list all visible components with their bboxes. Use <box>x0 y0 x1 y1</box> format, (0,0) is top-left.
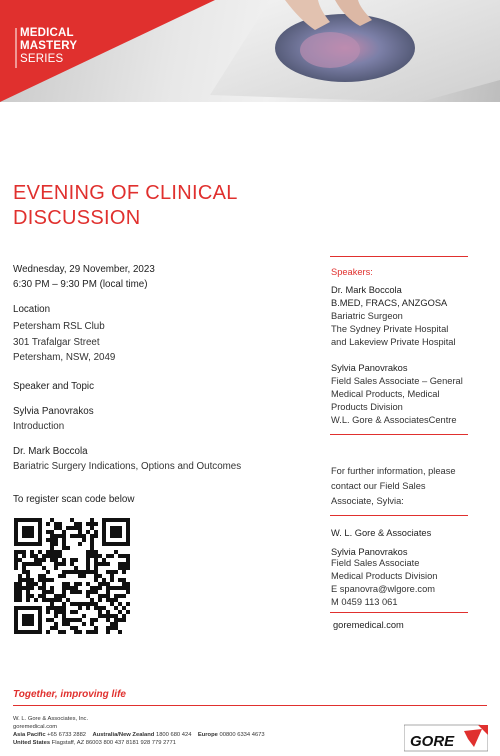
speaker1-hospital1: The Sydney Private Hospital <box>331 324 449 334</box>
contact-role2: Medical Products Division <box>331 571 438 581</box>
footer-slogan: Together, improving life <box>13 689 126 700</box>
speaker2-name: Sylvia Panovrakos <box>331 363 408 373</box>
location-line3: Petersham, NSW, 2049 <box>13 352 116 363</box>
event-time: 6:30 PM – 9:30 PM (local time) <box>13 279 148 290</box>
series-title-line3: SERIES <box>20 53 64 65</box>
us-phone: Flagstaff, AZ 86003 800 437 8181 928 779 2771 <box>51 740 176 746</box>
location-heading: Location <box>13 304 51 315</box>
website-divider <box>330 612 468 613</box>
speaker2-role2: Medical Products, Medical <box>331 389 440 399</box>
contact-role1: Field Sales Associate <box>331 558 420 568</box>
contact-info-line3: Associate, Sylvia: <box>331 496 404 506</box>
speakers-heading: Speakers: <box>331 267 373 277</box>
ap-phone: +65 6733 2882 <box>47 732 87 738</box>
footer-divider <box>13 705 487 706</box>
contact-mobile[interactable]: M 0459 113 061 <box>331 597 398 607</box>
contact-company: W. L. Gore & Associates <box>331 528 432 538</box>
footer-regional-phones <box>13 732 265 740</box>
speaker1-role: Bariatric Surgeon <box>331 311 403 321</box>
register-text: To register scan code below <box>13 494 135 505</box>
topic2-speaker: Dr. Mark Boccola <box>13 446 88 457</box>
series-title-line1: MEDICAL <box>20 27 74 39</box>
gore-logo-text: GORE <box>410 733 455 750</box>
topic1-title: Introduction <box>13 421 65 432</box>
footer-us-phones <box>13 740 176 748</box>
topic2-title: Bariatric Surgery Indications, Options and Outcomes <box>13 461 242 472</box>
event-title-line1: EVENING OF CLINICAL <box>13 182 238 204</box>
location-line2: 301 Trafalgar Street <box>13 337 100 348</box>
speaker2-role1: Field Sales Associate – General <box>331 376 463 386</box>
speaker2-company: W.L. Gore & AssociatesCentre <box>331 415 457 425</box>
contact-email[interactable]: E spanovra@wlgore.com <box>331 584 435 594</box>
speakers-top-divider <box>330 256 468 257</box>
footer-site[interactable]: goremedical.com <box>13 724 58 730</box>
event-title-line2: DISCUSSION <box>13 207 141 229</box>
speaker1-hospital2: and Lakeview Private Hospital <box>331 337 456 347</box>
footer-company: W. L. Gore & Associates, Inc. <box>13 716 89 722</box>
contact-divider <box>330 515 468 516</box>
anz-phone: 1800 680 424 <box>155 732 192 738</box>
header-banner <box>0 0 500 102</box>
eu-label: Europe <box>197 732 218 738</box>
registration-qr-code[interactable] <box>14 518 130 634</box>
website-link[interactable]: goremedical.com <box>333 620 404 630</box>
event-date: Wednesday, 29 November, 2023 <box>13 264 155 275</box>
series-title-line2: MASTERY <box>20 40 78 52</box>
ap-label: Asia Pacific <box>13 732 46 738</box>
contact-info-line2: contact our Field Sales <box>331 481 426 491</box>
contact-name: Sylvia Panovrakos <box>331 547 408 557</box>
anz-label: Australia/New Zealand <box>92 732 155 738</box>
speaker2-role3: Products Division <box>331 402 403 412</box>
topic1-speaker: Sylvia Panovrakos <box>13 406 94 417</box>
topics-heading: Speaker and Topic <box>13 381 94 392</box>
location-line1: Petersham RSL Club <box>13 321 105 332</box>
eu-phone: 00800 6334 4673 <box>219 732 265 738</box>
speaker1-name: Dr. Mark Boccola <box>331 285 402 295</box>
speaker1-qualifications: B.MED, FRACS, ANZGOSA <box>331 298 448 308</box>
gore-logo <box>404 723 488 753</box>
contact-info-line1: For further information, please <box>331 466 456 476</box>
speakers-bottom-divider <box>330 434 468 435</box>
us-label: United States <box>13 740 51 746</box>
